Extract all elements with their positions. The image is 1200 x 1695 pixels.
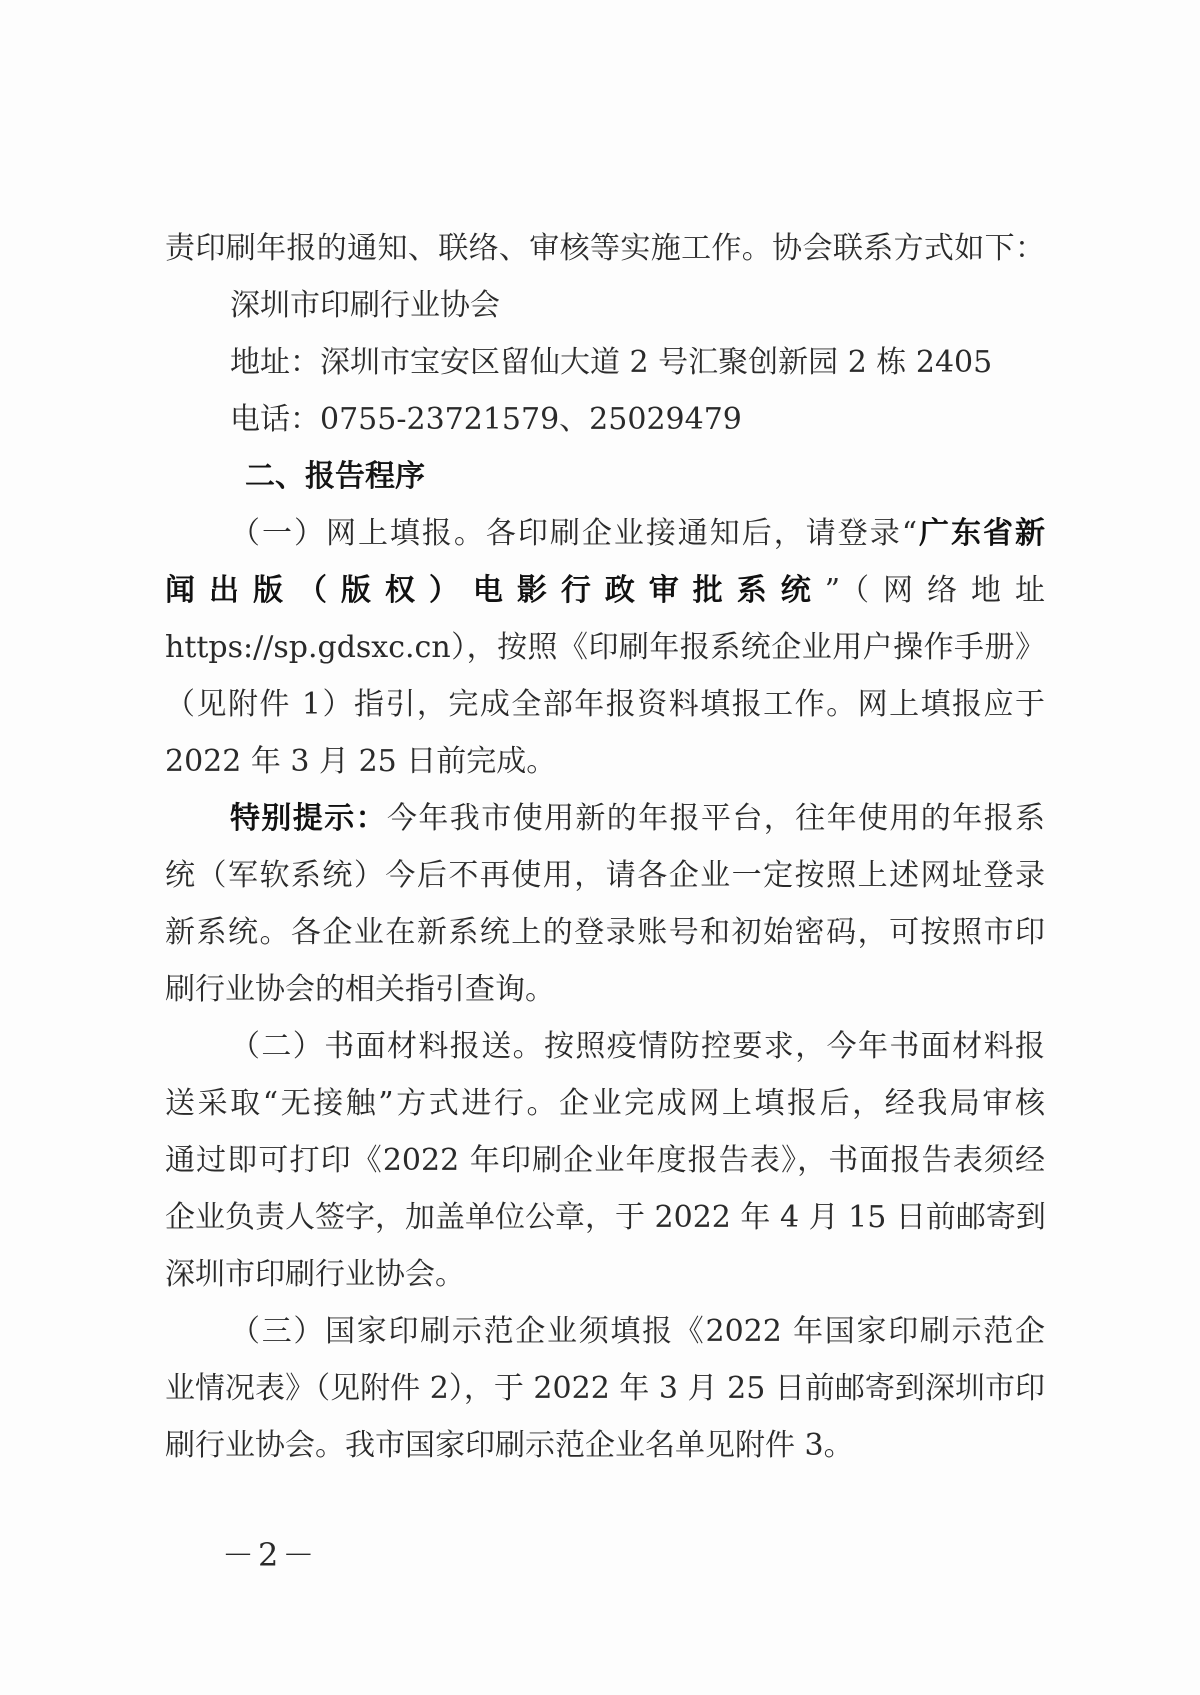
paragraph-line: （三）国家印刷示范企业须填报《2022 年国家印刷示范企 [230,1314,1045,1349]
paragraph-line: 深圳市印刷行业协会。 [165,1257,465,1292]
paragraph-line [165,790,1045,847]
paragraph-line [165,505,1045,562]
paragraph-line: https://sp.gdsxc.cn），按照《印刷年报系统企业用户操作手册》 [165,630,1045,665]
paragraph-line: 刷行业协会。我市国家印刷示范企业名单见附件 3。 [165,1428,854,1463]
paragraph-text: ”（网络地址 [824,573,1046,608]
page-number: －2－ [222,1536,319,1574]
paragraph-line: 2022 年 3 月 25 日前完成。 [165,744,557,779]
paragraph-text: （一）网上填报。各印刷企业接通知后，请登录“ [230,516,918,551]
paragraph-line: 新系统。各企业在新系统上的登录账号和初始密码，可按照市印 [165,915,1045,950]
document-body [165,220,1045,1474]
section-heading: 二、报告程序 [245,459,425,494]
paragraph-line: 统（军软系统）今后不再使用，请各企业一定按照上述网址登录 [165,858,1045,893]
paragraph-line: 责印刷年报的通知、联络、审核等实施工作。协会联系方式如下： [165,231,1045,266]
association-name: 深圳市印刷行业协会 [230,288,500,323]
paragraph-line: 业情况表》（见附件 2），于 2022 年 3 月 25 日前邮寄到深圳市印 [165,1371,1045,1406]
system-name-bold: 广东省新 [917,516,1046,551]
paragraph-text: 今年我市使用新的年报平台，往年使用的年报系 [387,801,1045,836]
paragraph-line: 通过即可打印《2022 年印刷企业年度报告表》，书面报告表须经 [165,1143,1045,1178]
association-phone: 电话：0755-23721579、25029479 [230,402,742,437]
association-address: 地址：深圳市宝安区留仙大道 2 号汇聚创新园 2 栋 2405 [230,345,993,380]
paragraph-line: 刷行业协会的相关指引查询。 [165,972,555,1007]
system-name-bold: 闻出版（版权）电影行政审批系统 [165,573,825,608]
paragraph-line: 企业负责人签字，加盖单位公章，于 2022 年 4 月 15 日前邮寄到 [165,1200,1046,1235]
paragraph-line [165,562,1045,619]
special-notice-label: 特别提示： [230,801,387,836]
paragraph-line: （二）书面材料报送。按照疫情防控要求，今年书面材料报 [230,1029,1045,1064]
paragraph-line: 送采取“无接触”方式进行。企业完成网上填报后，经我局审核 [165,1086,1045,1121]
paragraph-line: （见附件 1）指引，完成全部年报资料填报工作。网上填报应于 [165,687,1045,722]
